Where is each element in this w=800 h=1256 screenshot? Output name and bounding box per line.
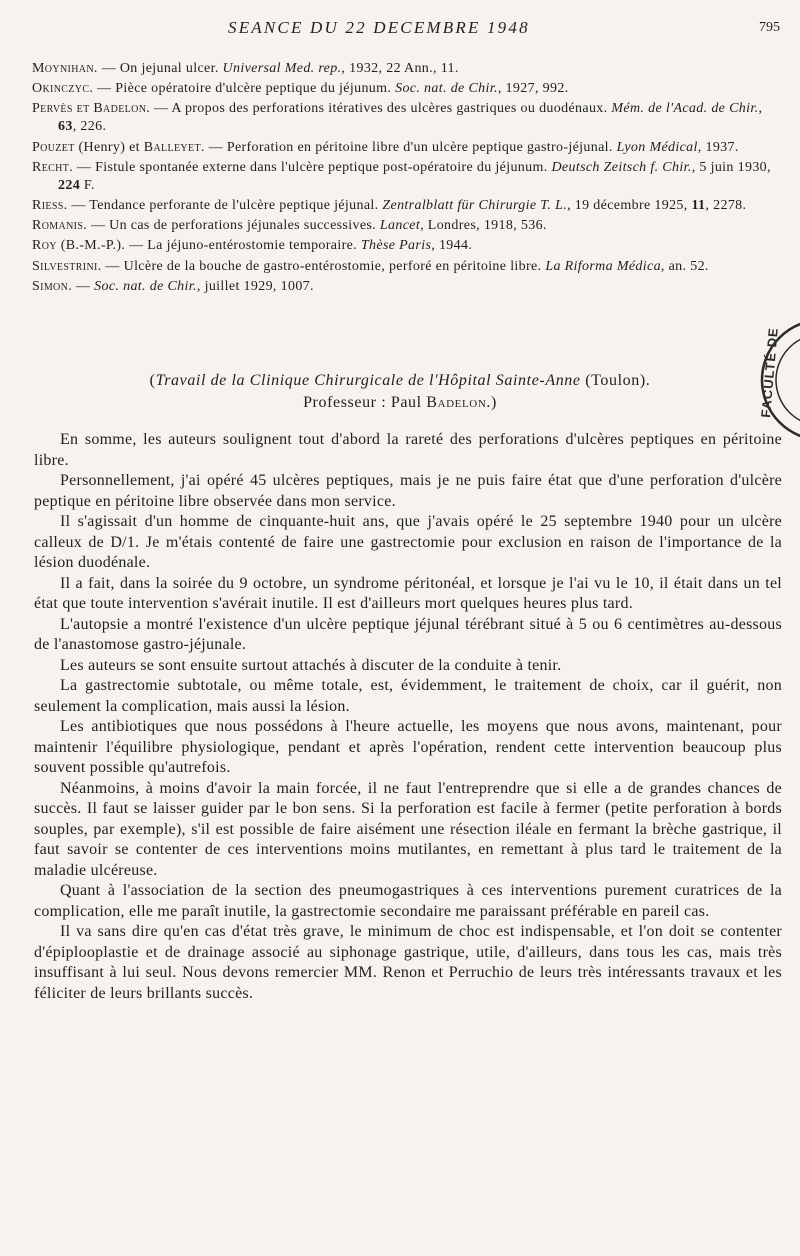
ref-source: Mém. de l'Acad. de Chir. bbox=[611, 101, 759, 117]
paragraph: Quant à l'association de la section des pneumogastriques à ces interventions purement curatrices de la complication, elle me paraît inutile, la gastrectomie secondaire me paraissant préférable en pareil cas. bbox=[34, 882, 782, 920]
ref-source: Lancet bbox=[379, 218, 421, 234]
reference-item: Romanis. — Un cas de perforations jéjunales successives. Lancet, Londres, 1918, 536. bbox=[32, 218, 547, 234]
bibliography bbox=[32, 60, 772, 298]
page-number: 795 bbox=[759, 20, 780, 35]
paragraph: Néanmoins, à moins d'avoir la main forcée, il ne faut l'entreprendre que si elle a de grandes chances de succès. Il faut se laisser guider par le bon sens. Si la perforation est facile à fermer (petite perforation à bords souples, par exemple), s'il est possible de faire aisément une résection iléale en fermant la brèche gastrique, il faut savoir se contenter de ces interventions moins mutilantes, en remettant à plus tard le traitement de la maladie ulcéreuse. bbox=[34, 779, 782, 879]
professor-name: Badelon bbox=[426, 394, 487, 411]
affiliation-line: (Travail de la Clinique Chirurgicale de l'Hôpital Sainte-Anne (Toulon). bbox=[149, 372, 651, 389]
reference-item: Silvestrini. — Ulcère de la bouche de gastro-entérostomie, perforé en péritoine libre. La Riforma Médica, an. 52. bbox=[32, 258, 709, 274]
reference-item: Okinczyc. — Pièce opératoire d'ulcère peptique du jéjunum. Soc. nat. de Chir., 1927, 992. bbox=[32, 81, 569, 97]
paragraph: Il s'agissait d'un homme de cinquante-huit ans, que j'avais opéré le 25 septembre 1940 pour un ulcère calleux de D/1. Je m'étais contenté de faire une gastrectomie pour exclusion en raison de l'importance de la lésion duodénale. bbox=[34, 513, 782, 571]
ref-author: Pouzet bbox=[32, 139, 75, 155]
ref-source: Thèse Paris bbox=[360, 238, 432, 254]
paragraph: Les antibiotiques que nous possédons à l'heure actuelle, les moyens que nous avons, maintenant, pour maintenir l'équilibre physiologique, pendant et après l'opération, rendent cette intervention beaucoup plus souvent possible qu'autrefois. bbox=[34, 718, 782, 776]
running-title: SEANCE DU 22 DECEMBRE 1948 bbox=[228, 18, 530, 37]
ref-source: Lyon Médical bbox=[616, 139, 698, 155]
ref-volume: 11 bbox=[691, 197, 706, 213]
paragraph: Personnellement, j'ai opéré 45 ulcères peptiques, mais je ne puis faire état que d'une perforation d'ulcère peptique en péritoine libre observée dans mon service. bbox=[34, 472, 782, 510]
reference-item: Simon. — Soc. nat. de Chir., juillet 1929, 1007. bbox=[32, 278, 314, 294]
ref-author: Recht. bbox=[32, 159, 74, 175]
ref-author: Roy bbox=[32, 238, 57, 254]
ref-author: Riess. bbox=[32, 197, 68, 213]
paragraph: Il va sans dire qu'en cas d'état très grave, le minimum de choc est indispensable, et l'on doit se contenter d'épiplooplastie et de drainage associé au siphonage gastrique, utile, d'ailleurs, dans tous les cas, mais très insuffisant à lui seul. Nous devons remercier MM. Renon et Perruchio de leurs très intéressants travaux et les féliciter de leurs brillants succès. bbox=[34, 923, 782, 1002]
ref-author: Silvestrini. bbox=[32, 258, 102, 274]
ref-source: Universal Med. rep. bbox=[222, 61, 342, 76]
ref-author: Okinczyc. bbox=[32, 81, 94, 97]
ref-volume: 63 bbox=[58, 119, 73, 135]
ref-source: Soc. nat. de Chir. bbox=[395, 81, 498, 97]
article-body bbox=[34, 430, 782, 1004]
library-stamp bbox=[750, 300, 800, 460]
paragraph: En somme, les auteurs soulignent tout d'abord la rareté des perforations d'ulcères peptiques en péritoine libre. bbox=[34, 431, 782, 469]
ref-author: Romanis. bbox=[32, 218, 88, 234]
professor-line: Professeur : Paul Badelon.) bbox=[303, 394, 497, 411]
reference-item: Riess. — Tendance perforante de l'ulcère peptique jéjunal. Zentralblatt für Chirurgie T. L., 19 décembre 1925, 11, 2278. bbox=[32, 197, 747, 213]
running-head bbox=[0, 18, 800, 44]
ref-author: Pervès et Badelon. bbox=[32, 101, 151, 117]
paragraph: L'autopsie a montré l'existence d'un ulcère peptique jéjunal térébrant situé à 5 ou 6 centimètres au-dessous de l'anastomose gastro-jéjunale. bbox=[34, 615, 782, 653]
reference-item: Pervès et Badelon. — A propos des perforations itératives des ulcères gastriques ou duodénaux. Mém. de l'Acad. de Chir., 63, 226. bbox=[32, 101, 763, 135]
paragraph: Il a fait, dans la soirée du 9 octobre, un syndrome péritonéal, et lorsque je l'ai vu le 10, il était dans un tel état que toute intervention s'avérait inutile. Il est d'ailleurs mort quelques heures plus tard. bbox=[34, 574, 782, 612]
reference-item: Roy (B.-M.-P.). — La jéjuno-entérostomie temporaire. Thèse Paris, 1944. bbox=[32, 238, 473, 254]
reference-item: Moynihan. — On jejunal ulcer. Universal Med. rep., 1932, 22 Ann., 11. bbox=[32, 61, 459, 76]
clinic-name: Travail de la Clinique Chirurgicale de l'Hôpital Sainte-Anne bbox=[155, 372, 581, 389]
ref-source: Zentralblatt für Chirurgie T. L. bbox=[382, 197, 568, 213]
reference-item: Recht. — Fistule spontanée externe dans l'ulcère peptique post-opératoire du jéjunum. Deutsch Zeitsch f. Chir., 5 juin 1930, 224 F. bbox=[32, 159, 771, 193]
reference-item: Pouzet (Henry) et Balleyet. — Perforation en péritoine libre d'un ulcère peptique gastro-jéjunal. Lyon Médical, 1937. bbox=[32, 139, 739, 155]
stamp-inner-ring bbox=[776, 334, 800, 426]
ref-author: Simon. bbox=[32, 278, 73, 294]
ref-source: Deutsch Zeitsch f. Chir. bbox=[551, 159, 692, 175]
ref-source: La Riforma Médica bbox=[545, 258, 661, 274]
ref-author: Moynihan. bbox=[32, 61, 98, 76]
ref-source: Soc. nat. de Chir. bbox=[94, 278, 197, 294]
affiliation-note bbox=[0, 370, 800, 414]
paragraph: La gastrectomie subtotale, ou même totale, est, évidemment, le traitement de choix, car il guérit, non seulement la complication, mais aussi la lésion. bbox=[34, 677, 782, 715]
ref-volume: 224 bbox=[58, 177, 81, 193]
stamp-text: FACULTÉ DE bbox=[758, 326, 781, 419]
ref-author: Balleyet. bbox=[143, 139, 205, 155]
paragraph: Les auteurs se sont ensuite surtout attachés à discuter de la conduite à tenir. bbox=[60, 656, 562, 674]
